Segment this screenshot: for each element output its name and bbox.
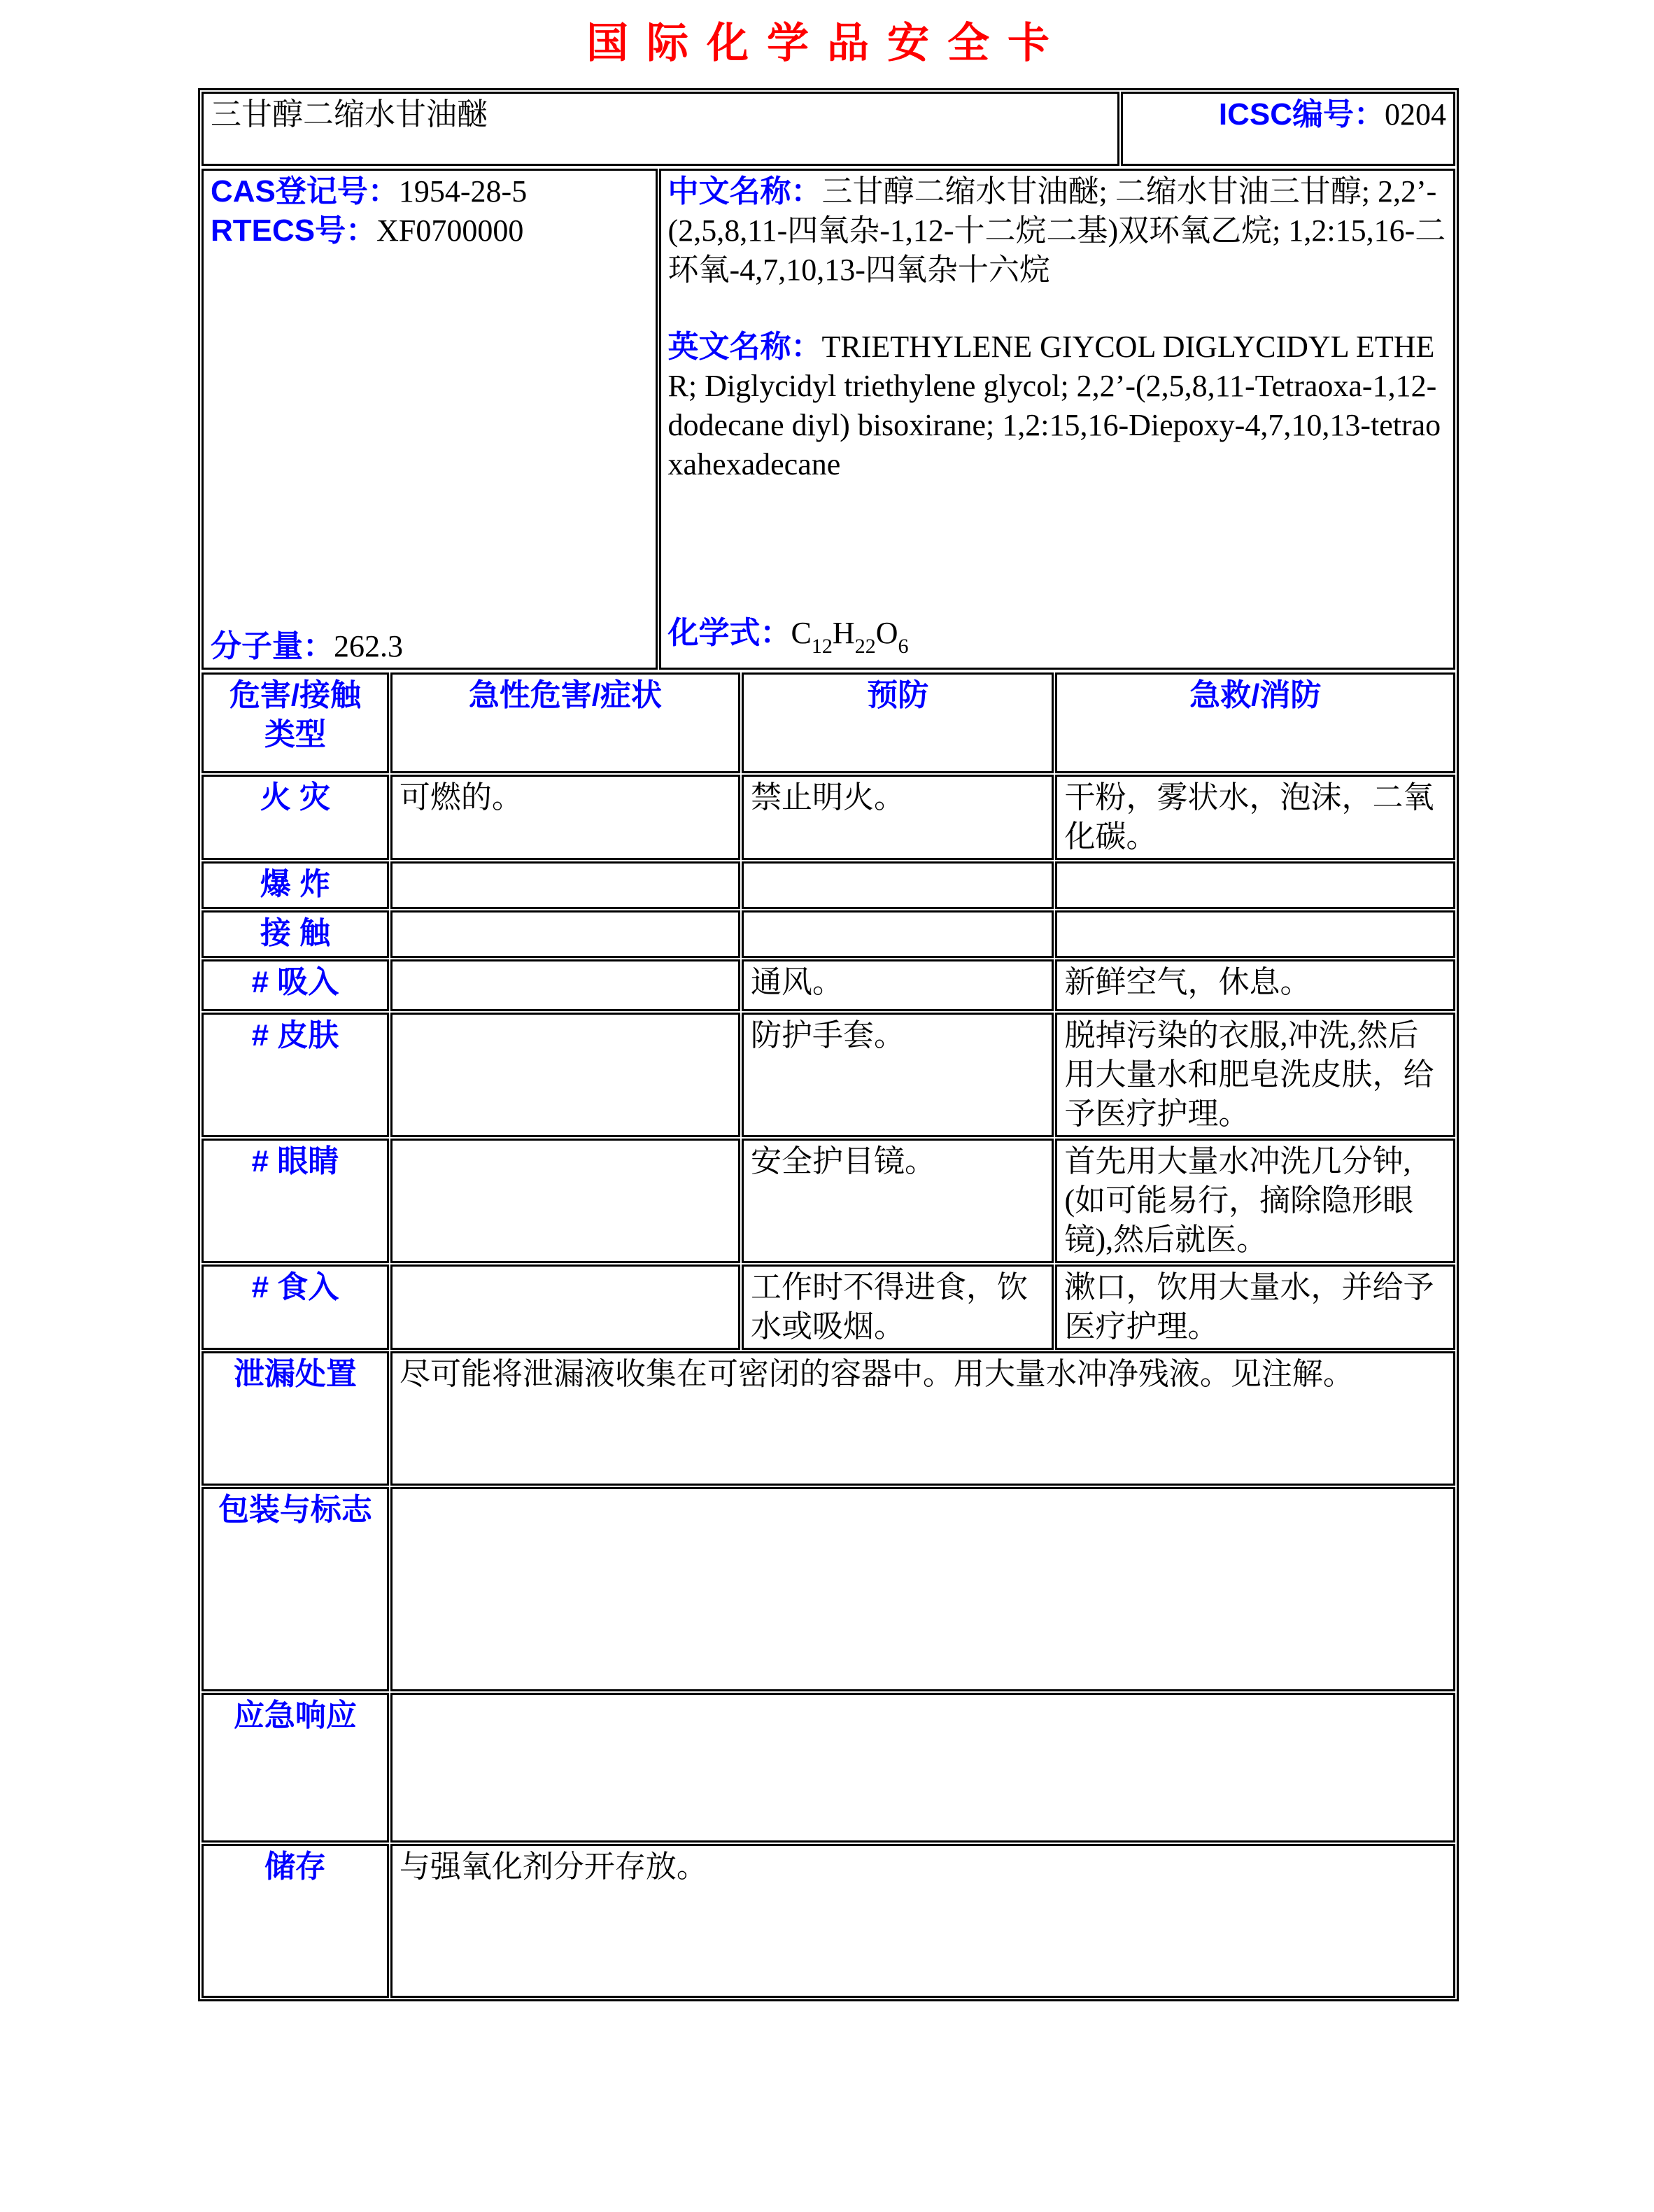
packaging-content-cell [390, 1487, 1455, 1691]
row-fire [202, 775, 1455, 860]
row-explosion-label: 爆 炸 [202, 861, 389, 909]
contact-prevention-cell [742, 910, 1054, 958]
names-cell [659, 169, 1455, 670]
fire-response-cell: 干粉，雾状水，泡沫，二氧化碳。 [1055, 775, 1455, 860]
explosion-response-cell [1055, 861, 1455, 909]
row-inhalation [202, 959, 1455, 1011]
row-inhalation-label: # 吸入 [202, 959, 389, 1011]
chinese-name-block [668, 172, 1446, 290]
contact-symptoms-cell [390, 910, 740, 958]
eyes-response-cell: 首先用大量水冲洗几分钟,(如可能易行，摘除隐形眼镜),然后就医。 [1055, 1139, 1455, 1263]
row-emergency-response-label: 应急响应 [202, 1693, 389, 1843]
chemical-name: 三甘醇二缩水甘油醚 [211, 97, 488, 132]
formula-line [668, 614, 1446, 666]
formula-subscript: 12 [811, 635, 833, 658]
storage-content-cell: 与强氧化剂分开存放。 [390, 1844, 1455, 1998]
chinese-name-text: 三甘醇二缩水甘油醚; 二缩水甘油三甘醇; 2,2’-(2,5,8,11-四氧杂-1,12-十二烷二基)双环氧乙烷; 1,2:15,16-二环氧-4,7,10,13-四氧杂十六烷 [667, 174, 1446, 287]
skin-symptoms-cell [390, 1013, 740, 1137]
formula-element: H [832, 616, 855, 650]
formula-element: C [791, 616, 812, 650]
chemical-name-cell [202, 92, 1119, 166]
molecular-weight-line [211, 627, 649, 666]
row-emergency-response [202, 1693, 1455, 1843]
formula-label: 化学式： [667, 616, 791, 650]
ingestion-response-cell: 漱口，饮用大量水，并给予医疗护理。 [1055, 1264, 1455, 1350]
english-name-label: 英文名称： [667, 330, 822, 364]
registry-cell [202, 169, 658, 670]
row-packaging-label: 包装与标志 [202, 1487, 389, 1691]
molecular-weight-value: 262.3 [334, 629, 403, 663]
inhalation-response-cell: 新鲜空气，休息。 [1055, 959, 1455, 1011]
row-spillage [202, 1351, 1455, 1486]
english-name-text: TRIETHYLENE GIYCOL DIGLYCIDYL ETHER; Diglycidyl triethylene glycol; 2,2’-(2,5,8,11-Tetraoxa-1,12-dodecane diyl) bisoxirane; 1,2:15,16-Diepoxy-4,7,10,13-tetraoxahexadecane [667, 330, 1441, 481]
header-hazard-type-line1: 危害/接触 [229, 678, 362, 712]
row-contact [202, 910, 1455, 958]
inhalation-prevention-cell: 通风。 [742, 959, 1054, 1011]
row-packaging [202, 1487, 1455, 1691]
skin-response-cell: 脱掉污染的衣服,冲洗,然后用大量水和肥皂洗皮肤，给予医疗护理。 [1055, 1013, 1455, 1137]
row-spillage-label: 泄漏处置 [202, 1351, 389, 1486]
name-row [202, 92, 1455, 166]
row-eyes-label: # 眼睛 [202, 1139, 389, 1263]
row-ingestion [202, 1264, 1455, 1350]
skin-prevention-cell: 防护手套。 [742, 1013, 1054, 1137]
formula-subscript: 6 [898, 635, 909, 658]
cas-line [211, 172, 649, 211]
explosion-symptoms-cell [390, 861, 740, 909]
ingestion-prevention-cell: 工作时不得进食，饮水或吸烟。 [742, 1264, 1054, 1350]
header-hazard-type [202, 672, 389, 773]
cas-number: 1954-28-5 [398, 174, 528, 209]
header-prevention: 预防 [742, 672, 1054, 773]
icsc-number: 0204 [1385, 97, 1446, 132]
explosion-prevention-cell [742, 861, 1054, 909]
row-skin-label: # 皮肤 [202, 1013, 389, 1137]
formula-subscript: 22 [854, 635, 876, 658]
row-ingestion-label: # 食入 [202, 1264, 389, 1350]
fire-symptoms-cell: 可燃的。 [390, 775, 740, 860]
identity-detail-row [202, 169, 1455, 670]
header-response: 急救/消防 [1055, 672, 1455, 773]
row-storage-label: 储存 [202, 1844, 389, 1998]
row-storage [202, 1844, 1455, 1998]
row-explosion [202, 861, 1455, 909]
ingestion-symptoms-cell [390, 1264, 740, 1350]
english-name-block [668, 327, 1446, 484]
icsc-number-cell [1121, 92, 1455, 166]
identity-detail-table [200, 167, 1457, 671]
row-skin [202, 1013, 1455, 1137]
row-eyes [202, 1139, 1455, 1263]
eyes-symptoms-cell [390, 1139, 740, 1263]
inhalation-symptoms-cell [390, 959, 740, 1011]
page-title: 国际化学品安全卡 [586, 20, 1068, 66]
row-fire-label: 火 灾 [202, 775, 389, 860]
rtecs-label: RTECS号： [211, 213, 377, 248]
spillage-content-cell: 尽可能将泄漏液收集在可密闭的容器中。用大量水冲净残液。见注解。 [390, 1351, 1455, 1486]
rtecs-line [211, 211, 649, 251]
header-hazard-type-line2: 类型 [264, 717, 326, 752]
chinese-name-label: 中文名称： [667, 174, 822, 209]
fire-prevention-cell: 禁止明火。 [742, 775, 1054, 860]
molecular-weight-label: 分子量： [211, 629, 334, 663]
hazard-header-row [202, 672, 1455, 773]
emergency-response-content-cell [390, 1693, 1455, 1843]
row-contact-label: 接 触 [202, 910, 389, 958]
rtecs-number: XF0700000 [376, 213, 524, 248]
header-symptoms: 急性危害/症状 [390, 672, 740, 773]
formula-element: O [875, 616, 898, 650]
cas-label: CAS登记号： [211, 174, 399, 209]
hazard-table [200, 671, 1457, 1999]
identity-name-table [200, 90, 1457, 167]
icsc-card [198, 88, 1459, 2001]
eyes-prevention-cell: 安全护目镜。 [742, 1139, 1054, 1263]
contact-response-cell [1055, 910, 1455, 958]
icsc-label: ICSC编号： [1218, 97, 1385, 132]
